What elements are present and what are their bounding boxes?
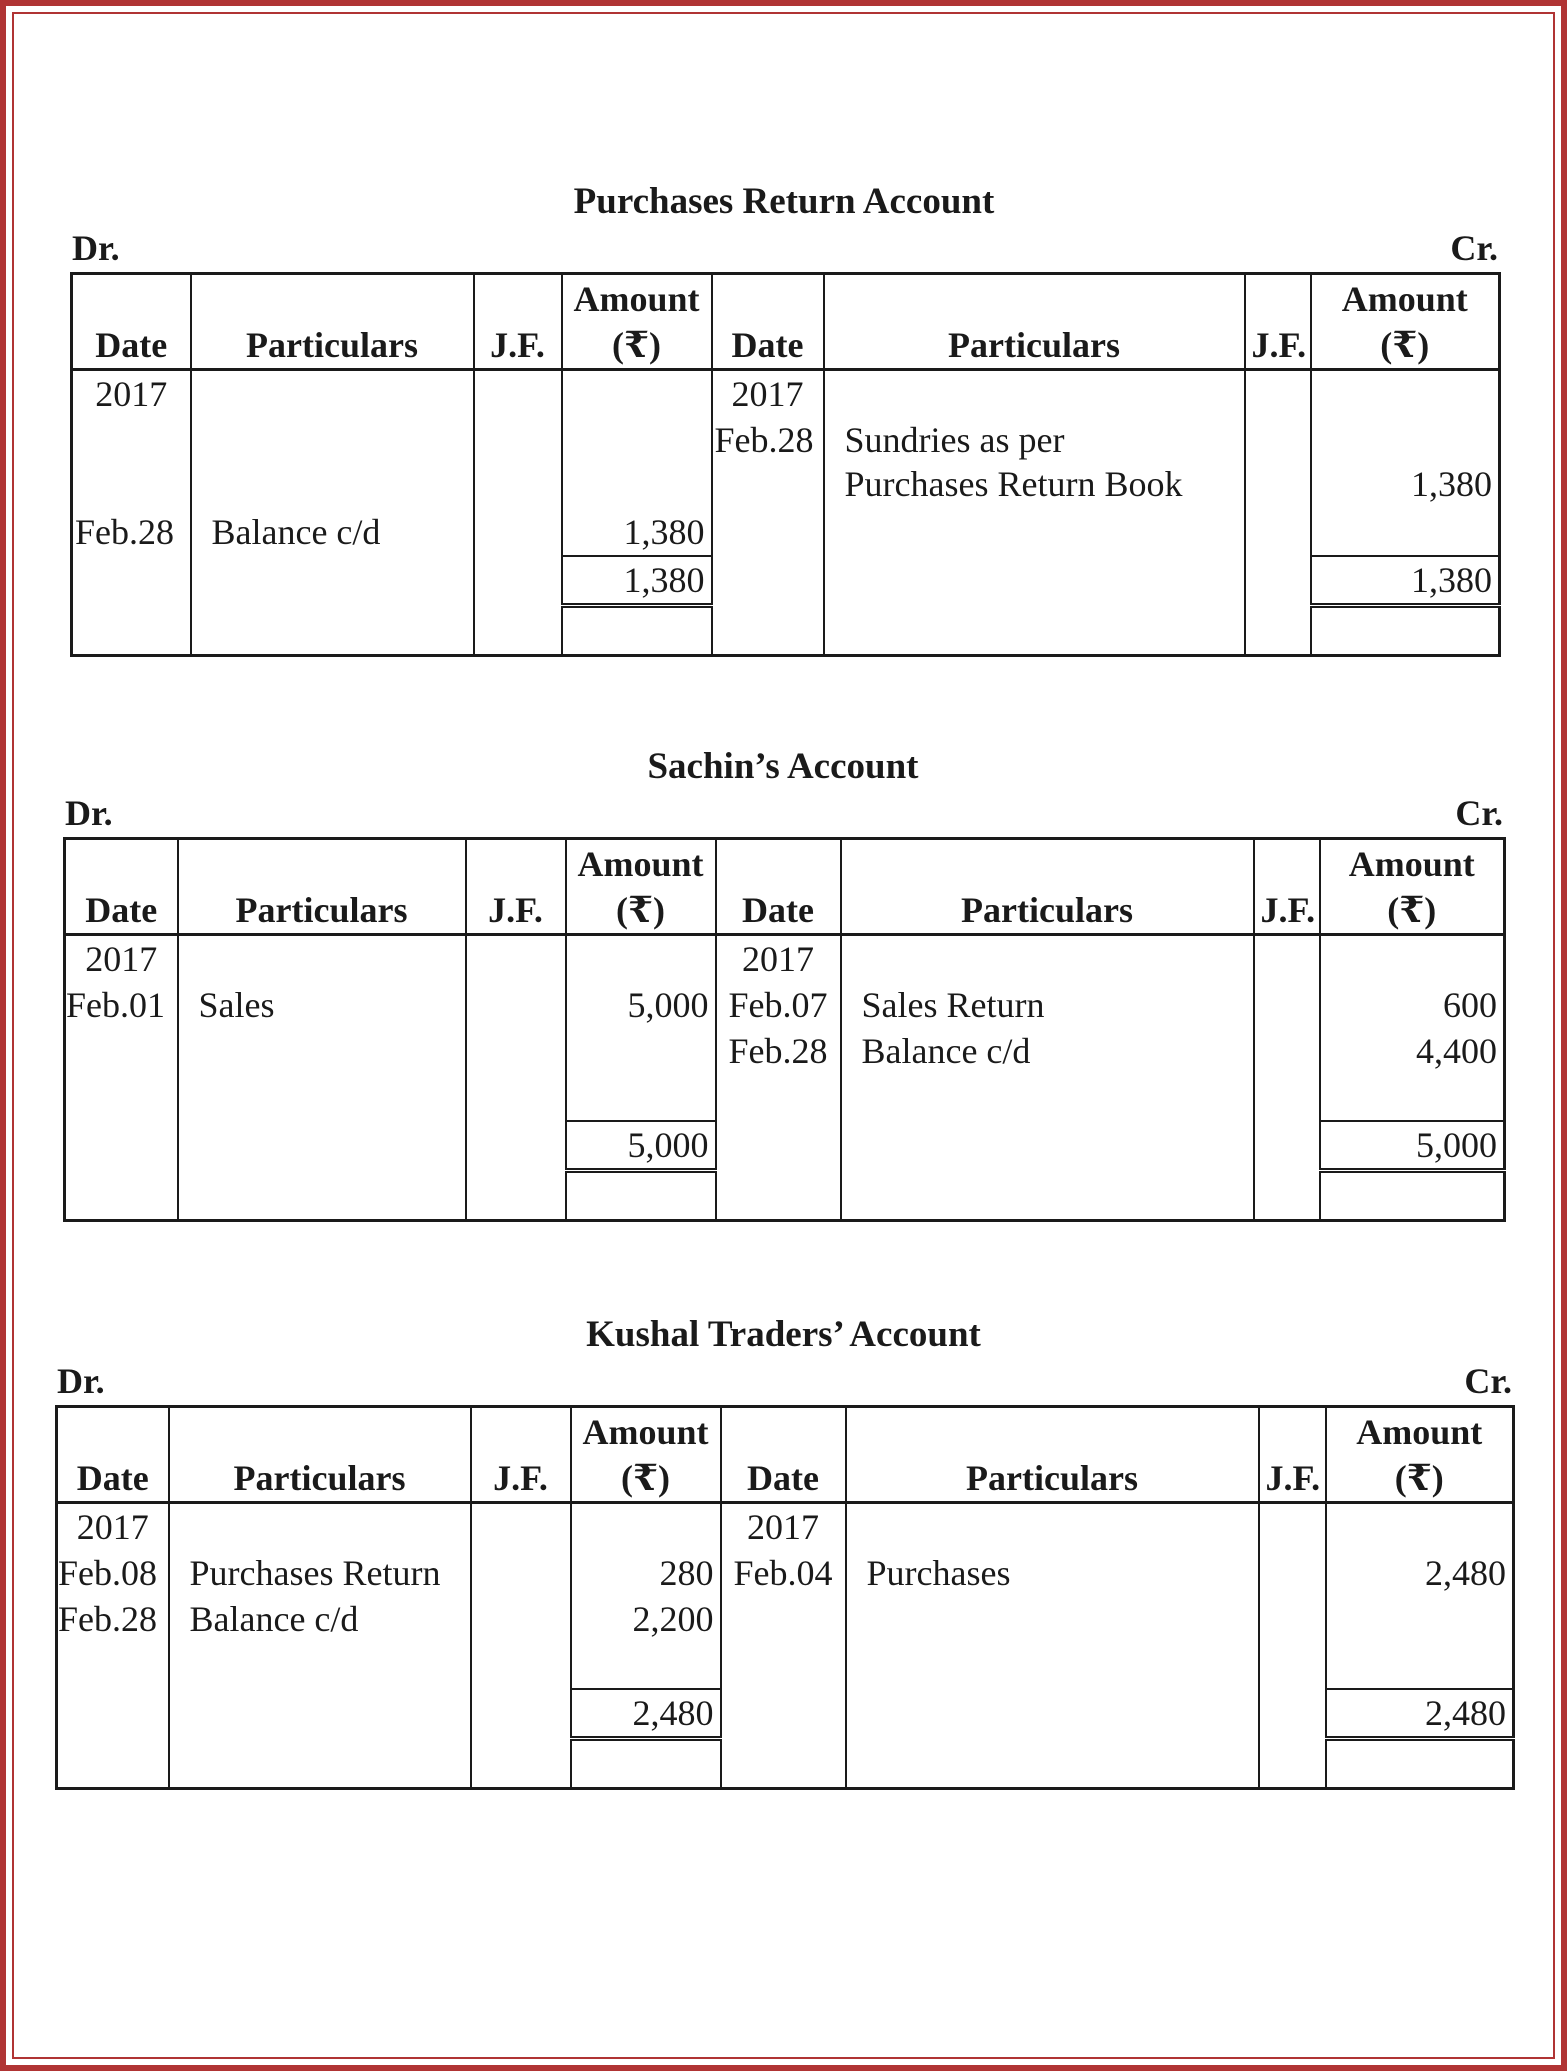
table-row	[57, 1550, 1514, 1596]
dr-amount: 2,200	[571, 1596, 721, 1642]
cr-amount-header: Amount (₹)	[1326, 1407, 1514, 1503]
cr-total: 5,000	[1320, 1121, 1505, 1171]
cr-amount: 600	[1320, 982, 1505, 1028]
debit-label: Dr.	[65, 793, 113, 833]
cr-amount: 2,480	[1326, 1550, 1514, 1596]
table-row	[72, 509, 1500, 556]
ledger-table	[55, 1405, 1515, 1790]
cr-year: 2017	[716, 935, 841, 983]
dr-jf-header: J.F.	[471, 1407, 571, 1503]
cr-date: Feb.28	[712, 417, 824, 463]
header-row	[65, 839, 1505, 935]
table-row	[72, 463, 1500, 509]
cr-particulars: Purchases Return Book	[824, 463, 1245, 509]
dr-particulars-header: Particulars	[191, 274, 474, 370]
dr-amount: 280	[571, 1550, 721, 1596]
dr-date-header: Date	[65, 839, 178, 935]
cr-date: Feb.07	[716, 982, 841, 1028]
cr-date-header: Date	[721, 1407, 846, 1503]
dr-amount-header: Amount (₹)	[562, 274, 712, 370]
dr-particulars: Balance c/d	[169, 1596, 471, 1642]
ledger-table	[70, 272, 1501, 657]
dr-date: Feb.28	[72, 509, 191, 556]
dr-date-header: Date	[72, 274, 191, 370]
table-row	[72, 417, 1500, 463]
cr-amount-header: Amount (₹)	[1311, 274, 1500, 370]
dr-amount: 1,380	[562, 509, 712, 556]
cr-particulars: Sundries as per	[824, 417, 1245, 463]
table-row	[72, 606, 1500, 656]
account-title: Sachin’s Account	[647, 746, 919, 787]
total-row	[57, 1689, 1514, 1739]
dr-jf-header: J.F.	[466, 839, 566, 935]
dr-jf-header: J.F.	[474, 274, 562, 370]
dr-date-header: Date	[57, 1407, 169, 1503]
ledger-table	[63, 837, 1506, 1222]
dr-particulars: Balance c/d	[191, 509, 474, 556]
cr-particulars-header: Particulars	[841, 839, 1254, 935]
debit-label: Dr.	[57, 1361, 105, 1401]
table-row	[65, 982, 1505, 1028]
table-row	[65, 1171, 1505, 1221]
dr-particulars: Purchases Return	[169, 1550, 471, 1596]
cr-total: 2,480	[1326, 1689, 1514, 1739]
cr-date: Feb.04	[721, 1550, 846, 1596]
table-row	[57, 1503, 1514, 1551]
table-row	[65, 935, 1505, 983]
dr-amount-header: Amount (₹)	[571, 1407, 721, 1503]
total-row	[72, 556, 1500, 606]
dr-date: Feb.01	[65, 982, 178, 1028]
account-title: Kushal Traders’ Account	[586, 1314, 981, 1355]
table-row	[65, 1074, 1505, 1121]
cr-particulars: Purchases	[846, 1550, 1259, 1596]
cr-amount-header: Amount (₹)	[1320, 839, 1505, 935]
cr-date-header: Date	[716, 839, 841, 935]
dr-year: 2017	[57, 1503, 169, 1551]
dr-particulars-header: Particulars	[178, 839, 466, 935]
cr-year: 2017	[712, 370, 824, 418]
cr-jf-header: J.F.	[1254, 839, 1320, 935]
cr-date-header: Date	[712, 274, 824, 370]
dr-amount-header: Amount (₹)	[566, 839, 716, 935]
dr-year: 2017	[65, 935, 178, 983]
cr-jf-header: J.F.	[1259, 1407, 1326, 1503]
dr-total: 5,000	[566, 1121, 716, 1171]
cr-amount: 4,400	[1320, 1028, 1505, 1074]
cr-jf-header: J.F.	[1245, 274, 1311, 370]
header-row	[72, 274, 1500, 370]
table-row	[57, 1642, 1514, 1689]
cr-particulars: Balance c/d	[841, 1028, 1254, 1074]
credit-label: Cr.	[1450, 228, 1498, 268]
dr-date: Feb.08	[57, 1550, 169, 1596]
dr-total: 2,480	[571, 1689, 721, 1739]
account-title: Purchases Return Account	[573, 181, 995, 222]
table-row	[72, 370, 1500, 418]
cr-year: 2017	[721, 1503, 846, 1551]
total-row	[65, 1121, 1505, 1171]
credit-label: Cr.	[1455, 793, 1503, 833]
header-row	[57, 1407, 1514, 1503]
table-row	[57, 1739, 1514, 1789]
dr-particulars: Sales	[178, 982, 466, 1028]
credit-label: Cr.	[1464, 1361, 1512, 1401]
cr-particulars-header: Particulars	[824, 274, 1245, 370]
cr-amount: 1,380	[1311, 463, 1500, 509]
dr-year: 2017	[72, 370, 191, 418]
cr-total: 1,380	[1311, 556, 1500, 606]
dr-particulars-header: Particulars	[169, 1407, 471, 1503]
dr-date: Feb.28	[57, 1596, 169, 1642]
dr-amount: 5,000	[566, 982, 716, 1028]
cr-particulars-header: Particulars	[846, 1407, 1259, 1503]
cr-date: Feb.28	[716, 1028, 841, 1074]
table-row	[65, 1028, 1505, 1074]
debit-label: Dr.	[72, 228, 120, 268]
dr-total: 1,380	[562, 556, 712, 606]
cr-particulars: Sales Return	[841, 982, 1254, 1028]
table-row	[57, 1596, 1514, 1642]
